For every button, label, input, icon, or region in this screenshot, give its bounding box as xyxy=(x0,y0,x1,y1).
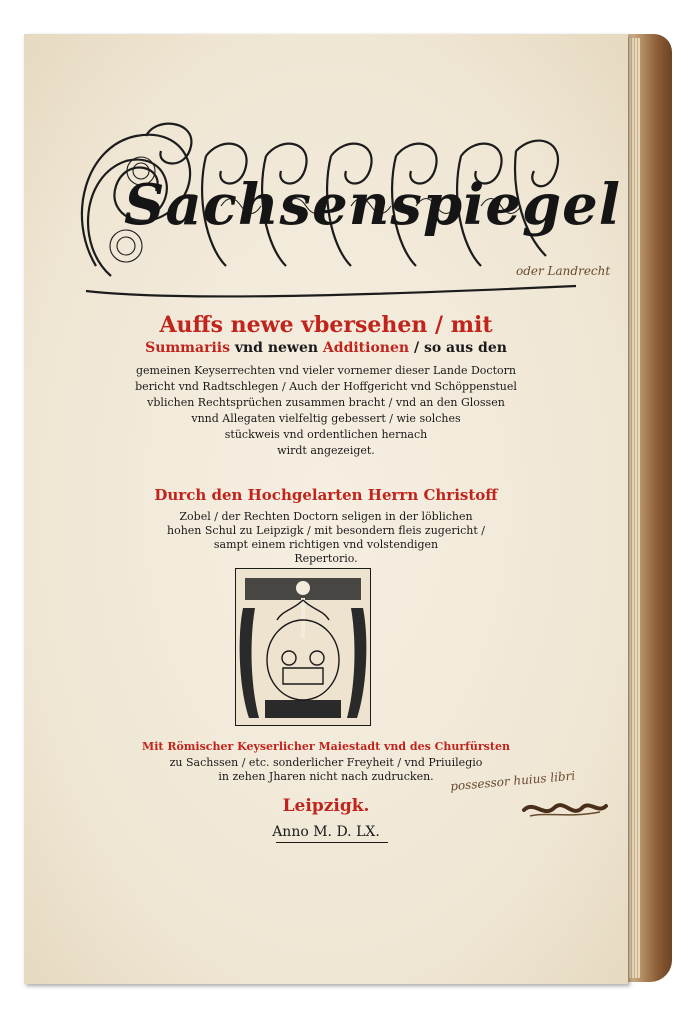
title-word: Sachsenspiegel xyxy=(124,172,622,238)
privilege-line: Mit Römischer Keyserlicher Maiestadt vnd des Churfürsten xyxy=(142,740,510,753)
subtitle-line: Auffs newe vbersehen / mit xyxy=(159,312,493,338)
imprint-date: Anno M. D. LX. xyxy=(272,824,380,840)
body-line: bericht vnd Radtschlegen / Auch der Hoffgericht vnd Schöppenstuel xyxy=(135,380,517,393)
author-detail-line: Zobel / der Rechten Doctorn seligen in der löblichen xyxy=(179,510,473,523)
body-line: gemeinen Keyserrechten vnd vieler vornemer dieser Lande Doctorn xyxy=(136,364,516,377)
body-line: vnnd Allegaten vielfeltig gebessert / wie solches xyxy=(191,412,461,425)
subtitle-red-b: Additionen xyxy=(322,340,410,356)
title-page xyxy=(24,34,628,984)
subtitle-black: vnd newen xyxy=(234,340,319,356)
ownership-inscription: possessor huius libri xyxy=(449,768,576,794)
imprint-place: Leipzigk. xyxy=(282,796,370,816)
author-detail-line: hohen Schul zu Leipzigk / mit besondern fleis zugericht / xyxy=(167,524,485,537)
privilege-line: zu Sachssen / etc. sonderlicher Freyheit / vnd Priuilegio xyxy=(169,756,483,769)
author-line: Durch den Hochgelarten Herrn Christoff xyxy=(154,486,498,504)
body-line: wirdt angezeiget. xyxy=(277,444,375,457)
author-detail-line: Repertorio. xyxy=(294,552,358,565)
body-line: stückweis vnd ordentlichen hernach xyxy=(224,428,428,441)
book xyxy=(20,28,678,994)
printers-device-woodcut-icon xyxy=(235,568,371,726)
privilege-line: in zehen Jharen nicht nach zudrucken. xyxy=(218,770,434,783)
author-detail-line: sampt einem richtigen vnd volstendigen xyxy=(213,538,439,551)
divider xyxy=(276,842,388,843)
subtitle-tail: / so aus den xyxy=(413,340,507,356)
page-edge-lines xyxy=(626,38,640,978)
subtitle-line-2 xyxy=(24,340,628,356)
body-line: vblichen Rechtsprüchen zusammen bracht / vnd an den Glossen xyxy=(147,396,505,409)
margin-annotation: oder Landrecht xyxy=(516,264,611,278)
subtitle-red-a: Summariis xyxy=(145,340,230,356)
